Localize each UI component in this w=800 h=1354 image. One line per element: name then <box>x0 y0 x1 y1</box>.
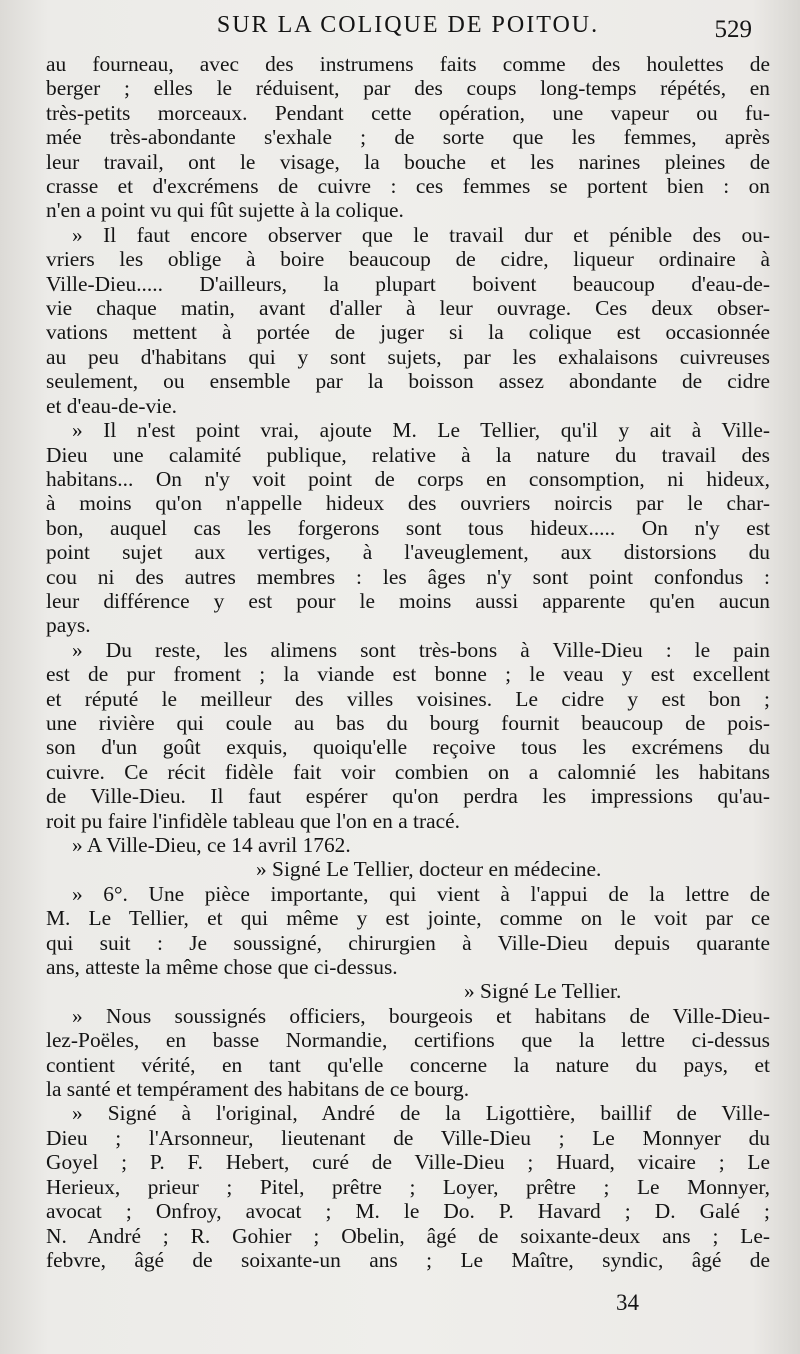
text-line: Ville-Dieu..... D'ailleurs, la plupart boivent beaucoup d'eau-de- <box>46 271 770 296</box>
text-line: et réputé le meilleur des villes voisines. Le cidre y est bon ; <box>46 686 770 711</box>
date-line: » A Ville-Dieu, ce 14 avril 1762. <box>72 833 351 857</box>
running-title: SUR LA COLIQUE DE POITOU. <box>216 12 600 38</box>
text-line: de Ville-Dieu. Il faut espérer qu'on perdra les impressions qu'au- <box>46 784 770 809</box>
text-line: cuivre. Ce récit fidèle fait voir combien on a calomnié les habitans <box>46 759 770 784</box>
text-line: une rivière qui coule au bas du bourg fournit beaucoup de pois- <box>46 710 770 735</box>
text-line: » Nous soussignés officiers, bourgeois et habitans de Ville-Dieu- <box>72 1003 770 1028</box>
text-line: n'en a point vu qui fût sujette à la colique. <box>46 198 404 223</box>
text-line: la santé et tempérament des habitans de ce bourg. <box>46 1077 470 1102</box>
text-line: pays. <box>46 613 91 638</box>
text-line: et d'eau-de-vie. <box>46 393 177 418</box>
text-line: Herieux, prieur ; Pitel, prêtre ; Loyer, prêtre ; Le Monnyer, <box>46 1174 770 1199</box>
text-line: Dieu une calamité publique, relative à la nature du travail des <box>46 442 770 467</box>
text-line: Dieu ; l'Arsonneur, lieutenant de Ville-Dieu ; Le Monnyer du <box>46 1125 770 1150</box>
text-line: son d'un goût exquis, quoiqu'elle reçoive tous les excrémens du <box>46 735 770 760</box>
page-number: 529 <box>714 16 752 43</box>
text-line: contient vérité, en tant qu'elle concerne la nature du pays, et <box>46 1052 770 1077</box>
text-line: bon, auquel cas les forgerons sont tous hideux..... On n'y est <box>46 515 770 540</box>
text-line: vie chaque matin, avant d'aller à leur ouvrage. Ces deux obser- <box>46 296 770 321</box>
text-line: N. André ; R. Gohier ; Obelin, âgé de soixante-deux ans ; Le- <box>46 1223 770 1248</box>
text-line: leur travail, ont le visage, la bouche et les narines pleines de <box>46 149 770 174</box>
text-line: M. Le Tellier, et qui même y est jointe, comme on le voit par ce <box>46 906 770 931</box>
text-line: roit pu faire l'infidèle tableau que l'on en a tracé. <box>46 808 460 833</box>
text-line: mée très-abondante s'exhale ; de sorte que les femmes, après <box>46 125 770 150</box>
text-line: » Il n'est point vrai, ajoute M. Le Tellier, qu'il y ait à Ville- <box>72 418 770 443</box>
text-line: Goyel ; P. F. Hebert, curé de Ville-Dieu ; Huard, vicaire ; Le <box>46 1150 770 1175</box>
text-line: seulement, ou ensemble par la boisson assez abondante de cidre <box>46 369 770 394</box>
text-line: » Il faut encore observer que le travail dur et pénible des ou- <box>72 222 770 247</box>
text-line: » 6°. Une pièce importante, qui vient à l'appui de la lettre de <box>72 881 770 906</box>
text-line: est de pur froment ; la viande est bonne ; le veau y est excellent <box>46 662 770 687</box>
text-line: très-petits morceaux. Pendant cette opération, une vapeur ou fu- <box>46 100 770 125</box>
text-line: au fourneau, avec des instrumens faits comme des houlettes de <box>46 52 770 76</box>
text-line: crasse et d'excrémens de cuivre : ces femmes se portent bien : on <box>46 174 770 199</box>
text-line: avocat ; Onfroy, avocat ; M. le Do. P. Havard ; D. Galé ; <box>46 1199 770 1224</box>
text-line: vations mettent à portée de juger si la colique est occasionnée <box>46 320 770 345</box>
text-line: cou ni des autres membres : les âges n'y sont point confondus : <box>46 564 770 589</box>
text-line: au peu d'habitans qui y sont sujets, par les exhalaisons cuivreuses <box>46 344 770 369</box>
running-head <box>46 12 770 48</box>
signature-line: » Signé Le Tellier. <box>464 979 622 1004</box>
text-line: vriers les oblige à boire beaucoup de cidre, liqueur ordinaire à <box>46 247 770 272</box>
body-text <box>46 52 770 1272</box>
text-line: » Du reste, les alimens sont très-bons à Ville-Dieu : le pain <box>72 637 770 662</box>
text-line: » Signé à l'original, André de la Ligottière, baillif de Ville- <box>72 1101 770 1126</box>
signature-line: » Signé Le Tellier, docteur en médecine. <box>256 857 602 882</box>
text-line: leur différence y est pour le moins aussi apparente qu'en aucun <box>46 588 770 613</box>
text-line: à moins qu'on n'appelle hideux des ouvriers noircis par le char- <box>46 491 770 516</box>
text-line: point sujet aux vertiges, à l'aveuglement, aux distorsions du <box>46 540 770 565</box>
text-line: febvre, âgé de soixante-un ans ; Le Maître, syndic, âgé de <box>46 1247 770 1272</box>
text-line: berger ; elles le réduisent, par des coups long-temps répétés, en <box>46 76 770 101</box>
signature-mark: 34 <box>616 1290 639 1315</box>
text-line: lez-Poëles, en basse Normandie, certifions que la lettre ci-dessus <box>46 1028 770 1053</box>
text-line: qui suit : Je soussigné, chirurgien à Ville-Dieu depuis quarante <box>46 930 770 955</box>
text-line: ans, atteste la même chose que ci-dessus. <box>46 955 398 980</box>
text-line: habitans... On n'y voit point de corps en consomption, ni hideux, <box>46 466 770 491</box>
